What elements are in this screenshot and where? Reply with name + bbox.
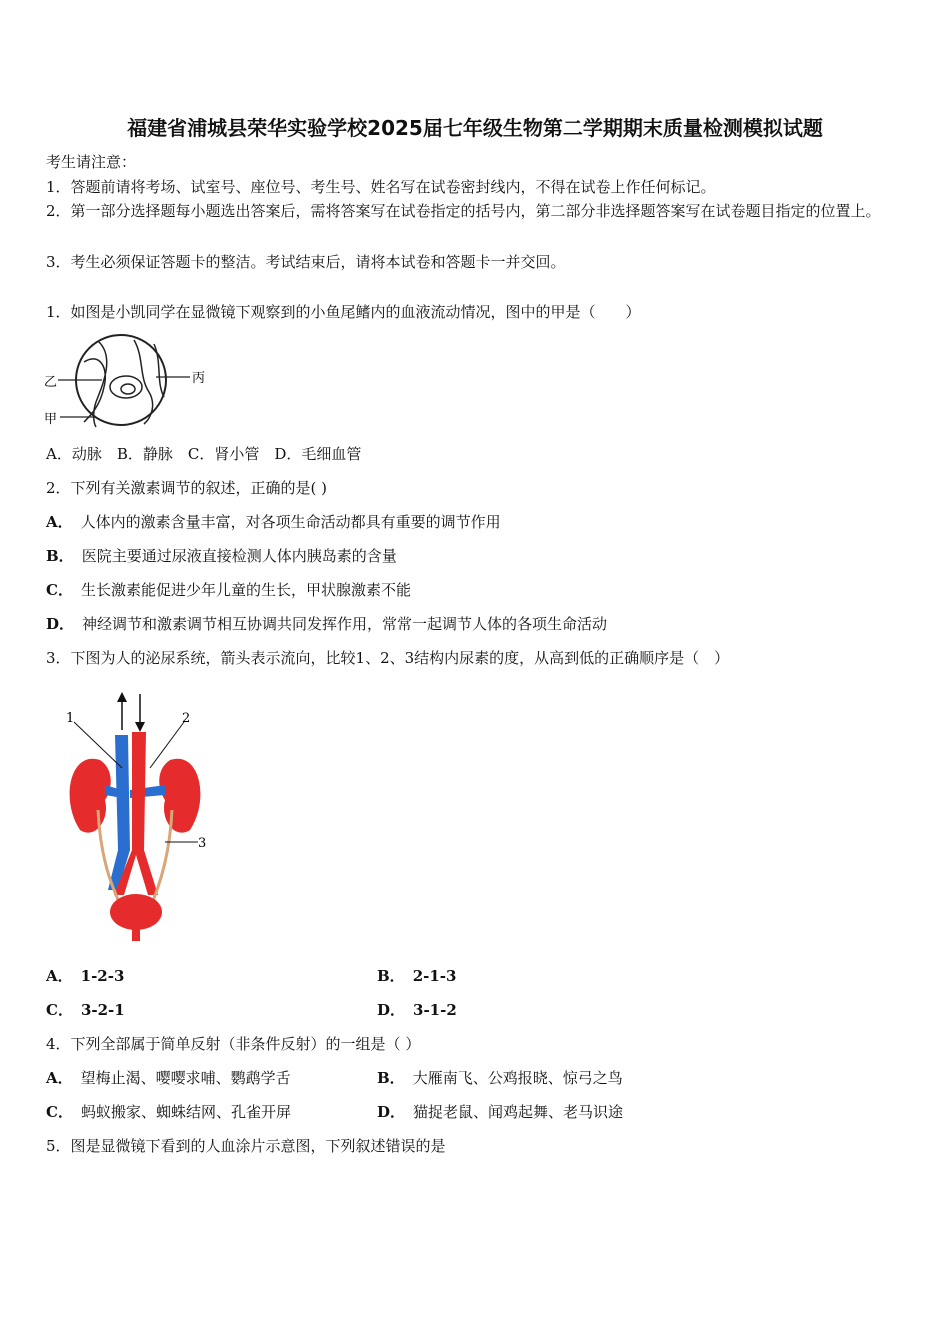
option-label: B． (46, 547, 74, 565)
capillary-loop (110, 376, 142, 398)
figure-label-3: 3 (198, 836, 207, 851)
notice-item-1: 1．答题前请将考场、试室号、座位号、考生号、姓名写在试卷密封线内，不得在试卷上作任何标记。 (46, 178, 716, 196)
option-label: C． (46, 1001, 73, 1019)
option-label: A． (46, 967, 73, 985)
option-text: 生长激素能促进少年儿童的生长，甲状腺激素不能 (80, 581, 411, 599)
q3-option-a (46, 966, 124, 986)
q4-option-d (377, 1102, 623, 1122)
q2-option-b (46, 546, 397, 566)
figure-label-2: 2 (182, 711, 191, 726)
q2-option-d (46, 614, 607, 634)
option-text: 望梅止渴、嘤嘤求哺、鹦鹉学舌 (80, 1069, 291, 1087)
left-kidney (70, 759, 111, 833)
q3-stem: 3．下图为人的泌尿系统，箭头表示流向，比较1、2、3结构内尿素的度，从高到低的正确顺序是（ ） (46, 649, 730, 667)
bladder (110, 894, 162, 930)
option-text: 神经调节和激素调节相互协调共同发挥作用，常常一起调节人体的各项生命活动 (82, 615, 608, 633)
option-text: 猫捉老鼠、闻鸡起舞、老马识途 (413, 1103, 624, 1121)
q3-option-b (377, 966, 456, 986)
capillary-loop (121, 384, 135, 394)
q2-stem: 2．下列有关激素调节的叙述，正确的是( ) (46, 479, 328, 497)
option-text: 1-2-3 (80, 967, 125, 985)
figure-label-bing: 丙 (192, 371, 206, 386)
q2-option-a (46, 512, 501, 532)
q4-option-c (46, 1102, 291, 1122)
q4-option-a (46, 1068, 291, 1088)
q4-option-b (377, 1068, 623, 1088)
q2-option-c (46, 580, 411, 600)
option-text: 医院主要通过尿液直接检测人体内胰岛素的含量 (81, 547, 397, 565)
option-label: A． (46, 513, 73, 531)
option-text: 蚂蚁搬家、蜘蛛结网、孔雀开屏 (80, 1103, 291, 1121)
option-text: 大雁南飞、公鸡报晓、惊弓之鸟 (412, 1069, 623, 1087)
arrow-down-head (135, 722, 145, 732)
option-label: B． (377, 1069, 405, 1087)
q1-stem: 1．如图是小凯同学在显微镜下观察到的小鱼尾鳍内的血液流动情况，图中的甲是（ ） (46, 303, 641, 321)
vessel-path (134, 340, 153, 424)
option-label: C． (46, 1103, 73, 1121)
option-label: B． (377, 967, 405, 985)
option-label: D． (377, 1103, 406, 1121)
option-label: A． (46, 1069, 73, 1087)
q4-stem: 4．下列全部属于简单反射（非条件反射）的一组是（ ） (46, 1035, 421, 1053)
urinary-system-figure (60, 690, 220, 945)
arrow-up-head (117, 692, 127, 702)
q3-option-d (377, 1000, 457, 1020)
option-text: 2-1-3 (412, 967, 457, 985)
option-label: D． (46, 615, 75, 633)
page-title: 福建省浦城县荣华实验学校2025届七年级生物第二学期期末质量检测模拟试题 (127, 116, 823, 140)
option-text: 人体内的激素含量丰富，对各项生命活动都具有重要的调节作用 (80, 513, 501, 531)
fish-tail-blood-flow-figure (44, 332, 214, 432)
figure-label-yi: 乙 (44, 375, 58, 390)
notice-item-2: 2．第一部分选择题每小题选出答案后，需将答案写在试卷指定的括号内，第二部分非选择题答案写在试卷题目指定的位置上。 (46, 202, 881, 220)
q3-option-c (46, 1000, 125, 1020)
q5-stem: 5．图是显微镜下看到的人血涂片示意图，下列叙述错误的是 (46, 1137, 446, 1155)
option-label: D． (377, 1001, 406, 1019)
figure-label-jia: 甲 (44, 412, 58, 427)
option-label: C． (46, 581, 73, 599)
option-text: 3-2-1 (80, 1001, 125, 1019)
figure-label-1: 1 (66, 711, 75, 726)
q1-options: A．动脉 B．静脉 C．肾小管 D．毛细血管 (46, 445, 362, 463)
urethra (132, 926, 140, 941)
vessel-path (84, 359, 105, 422)
option-text: 3-1-2 (413, 1001, 457, 1019)
notice-item-3: 3．考生必须保证答题卡的整洁。考试结束后，请将本试卷和答题卡一并交回。 (46, 253, 566, 271)
right-kidney (159, 759, 200, 833)
notice-heading: 考生请注意： (46, 153, 137, 171)
